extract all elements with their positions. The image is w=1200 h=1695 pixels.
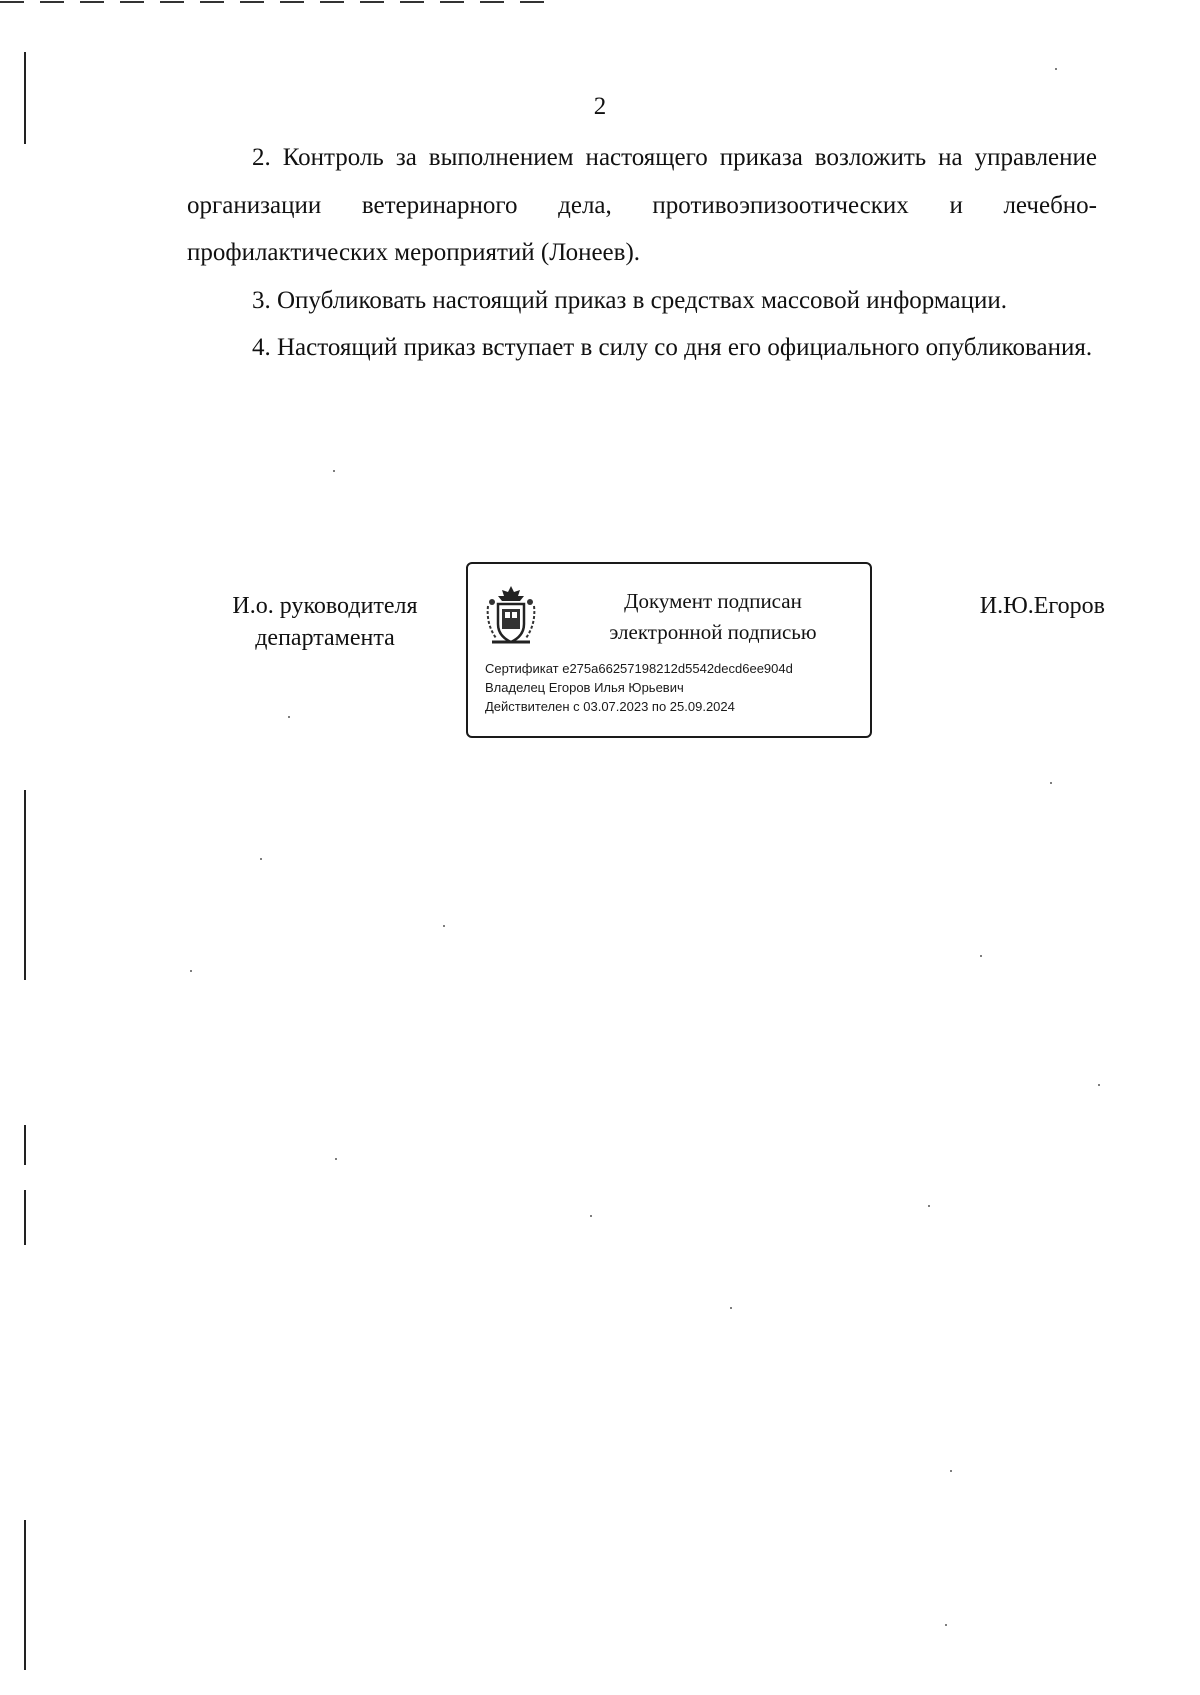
scan-speck (190, 970, 192, 972)
scan-speck (1055, 68, 1057, 70)
paragraph-control: 2. Контроль за выполнением настоящего приказа возложить на управление организации ветеринарного дела, противоэпизоотических и лечебно-профилактических мероприятий (Лонеев). (187, 144, 1097, 266)
order-body (187, 134, 1097, 372)
paragraph-publish: 3. Опубликовать настоящий приказ в средствах массовой информации. (252, 286, 1008, 314)
scan-speck (335, 1158, 337, 1160)
scan-edge-line (24, 790, 26, 980)
scan-speck (443, 925, 445, 927)
scan-speck (260, 858, 262, 860)
scan-speck (945, 1624, 947, 1626)
coat-of-arms-icon (484, 584, 538, 648)
scan-speck (333, 470, 335, 472)
scan-speck (928, 1205, 930, 1207)
certificate-number: Сертификат e275a66257198212d5542decd6ee904d (485, 661, 793, 676)
scan-speck (980, 955, 982, 957)
scan-speck (1050, 782, 1052, 784)
signer-position-line1: И.о. руководителя (232, 593, 418, 619)
scan-dash-marks (0, 0, 560, 4)
scan-edge-line (24, 1520, 26, 1670)
certificate-owner: Владелец Егоров Илья Юрьевич (485, 680, 684, 695)
scan-speck (730, 1307, 732, 1309)
scan-speck (1098, 1084, 1100, 1086)
paragraph-effective: 4. Настоящий приказ вступает в силу со дня его официального опубликования. (252, 334, 1093, 361)
electronic-signature-stamp (466, 562, 872, 738)
scan-speck (288, 716, 290, 718)
signer-name: И.Ю.Егоров (979, 593, 1105, 619)
certificate-validity: Действителен с 03.07.2023 по 25.09.2024 (485, 699, 735, 714)
scan-speck (950, 1470, 952, 1472)
stamp-details (485, 659, 865, 716)
page-number: 2 (593, 93, 607, 120)
signer-position (205, 590, 445, 654)
stamp-heading-line1: Документ подписан (624, 589, 802, 613)
stamp-heading-line2: электронной подписью (609, 620, 817, 644)
scan-edge-line (24, 1125, 26, 1165)
scan-edge-line (24, 1190, 26, 1245)
stamp-heading (568, 586, 858, 648)
scan-speck (590, 1215, 592, 1217)
signer-position-line2: департамента (255, 625, 395, 651)
